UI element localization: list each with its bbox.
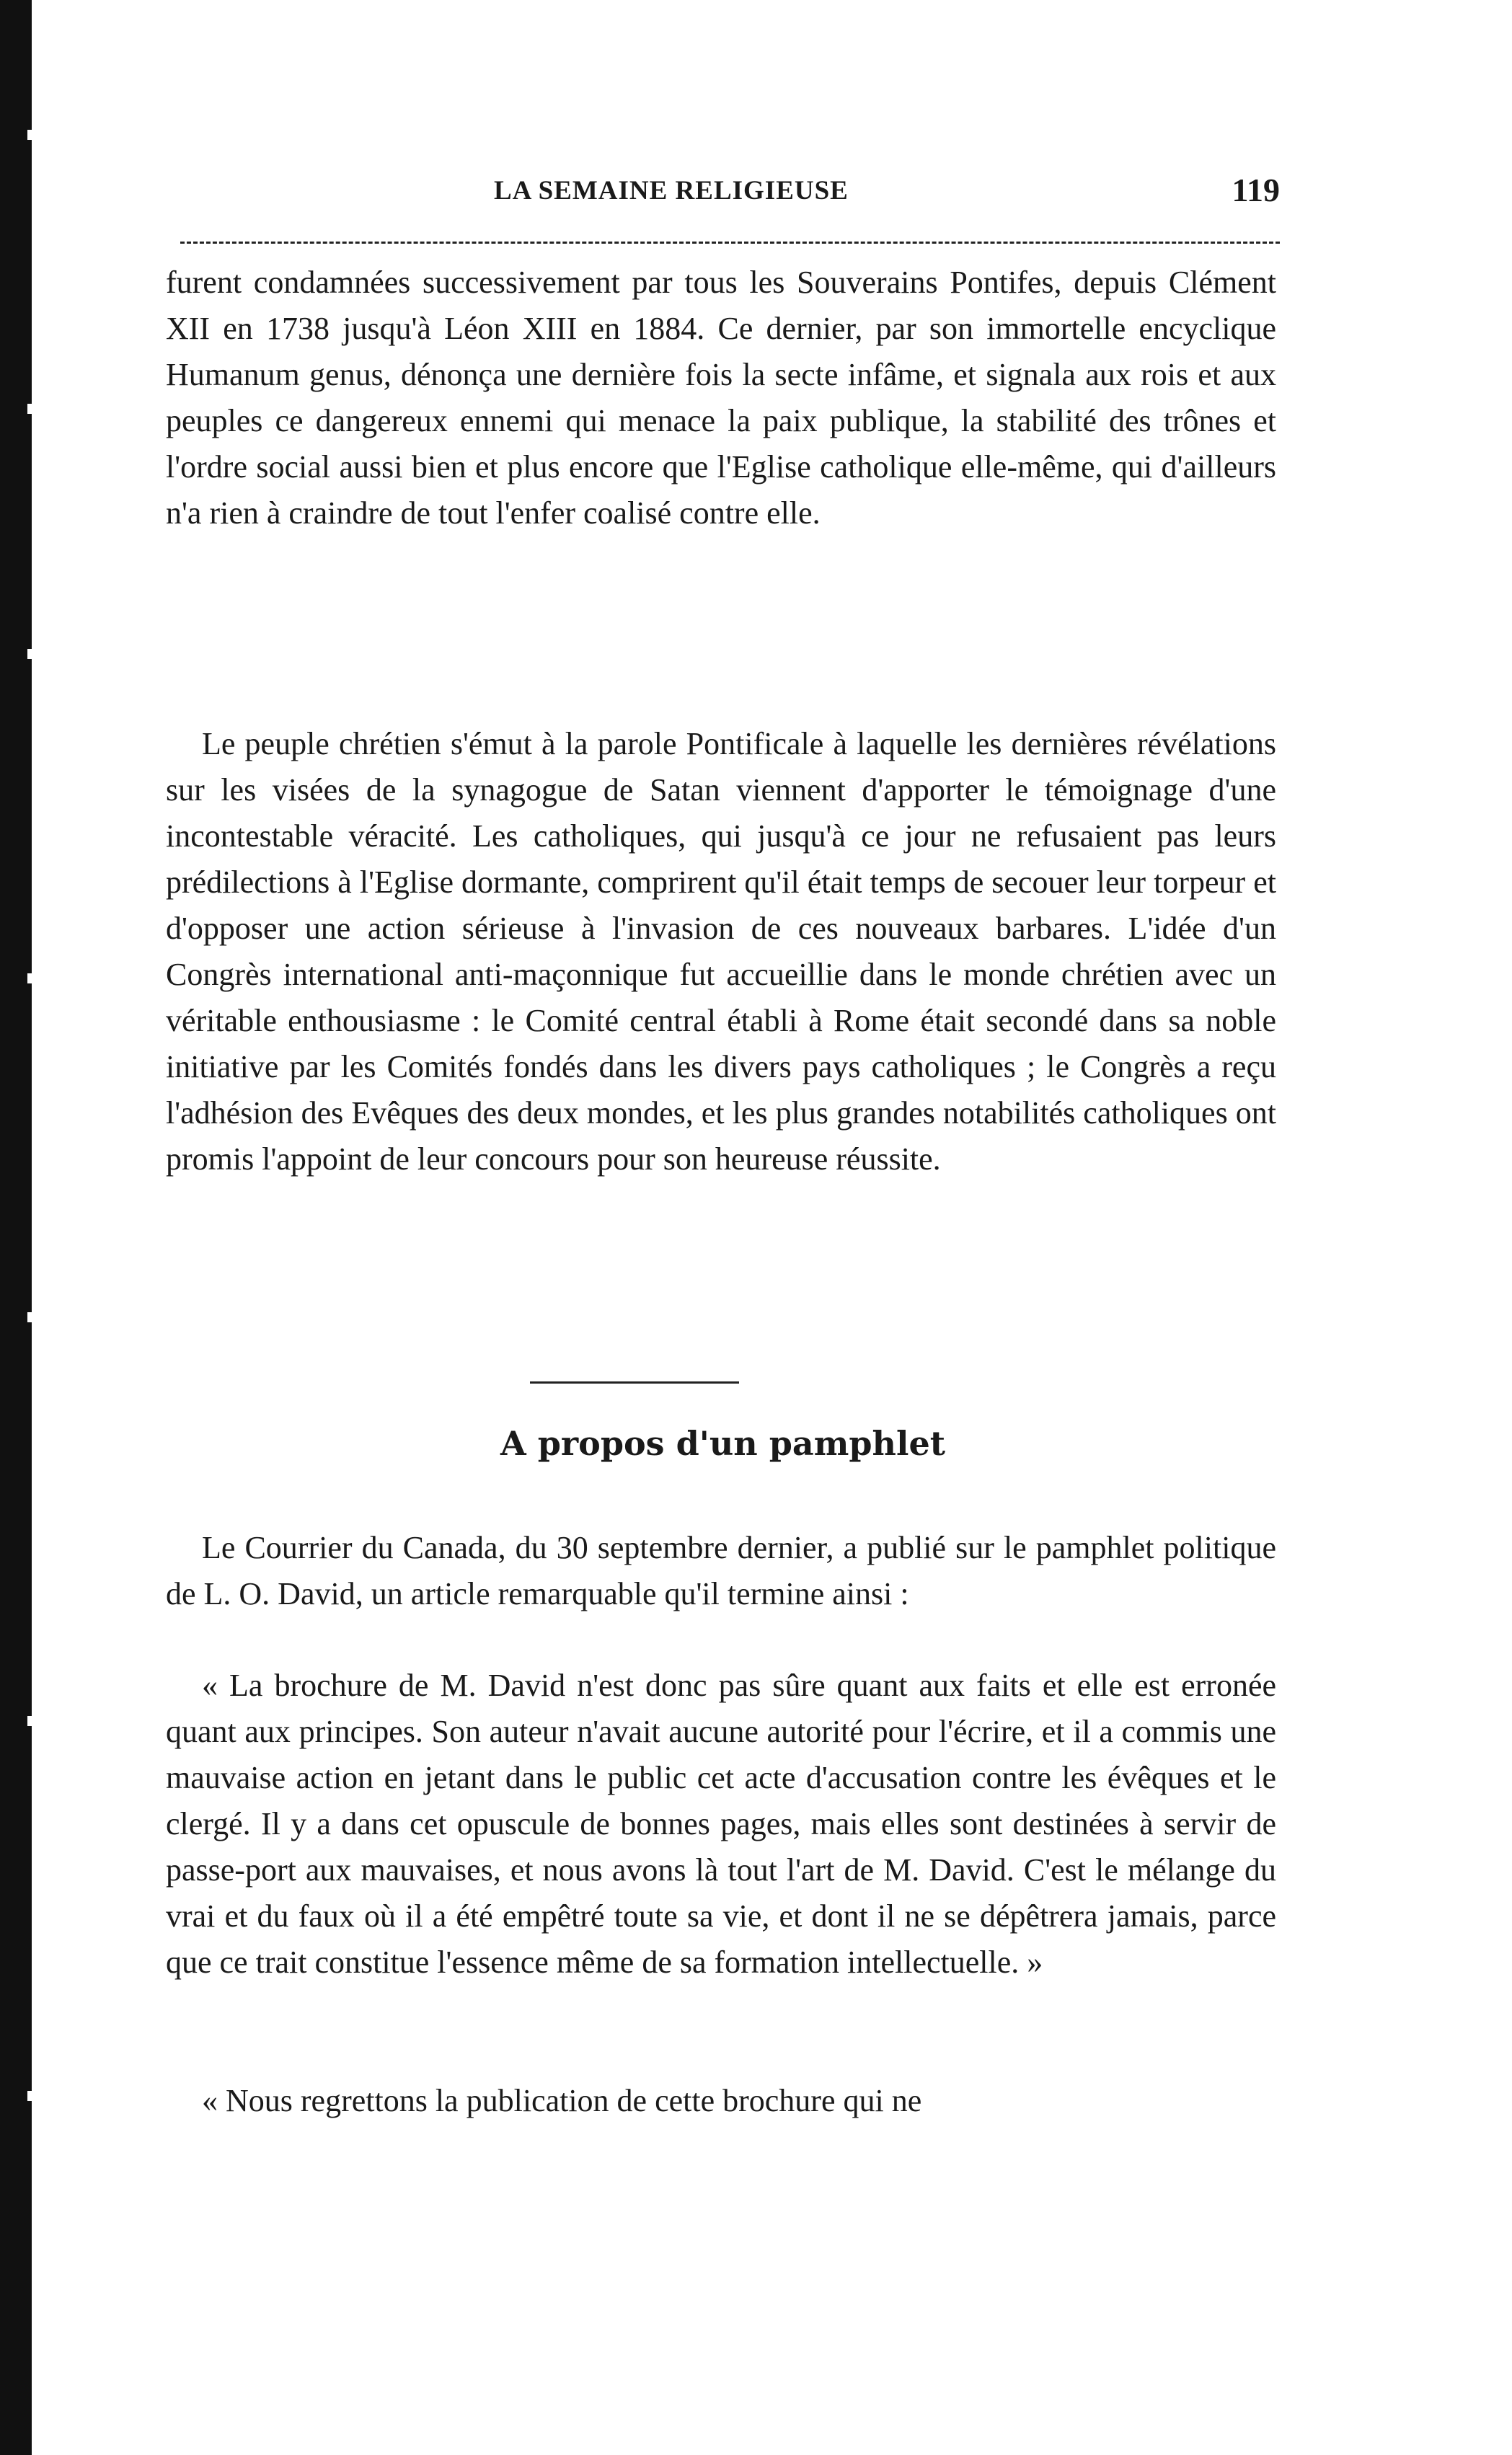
section-title: A propos d'un pamphlet xyxy=(500,1424,945,1463)
section-separator xyxy=(530,1381,739,1384)
binding-notch xyxy=(27,649,35,659)
binding-notch xyxy=(27,404,35,414)
binding-notch xyxy=(27,1312,35,1322)
paragraph-3-text: Le Courrier du Canada, du 30 septembre dernier, a publié sur le pamphlet politique de L. O. David, un article remarquable qu'il termine ainsi : xyxy=(166,1530,1276,1611)
binding-notch xyxy=(27,2091,35,2101)
running-head-title: LA SEMAINE RELIGIEUSE xyxy=(494,176,849,205)
paragraph-2 xyxy=(166,721,1276,1182)
paragraph-1: furent condamnées successivement par tous les Souverains Pontifes, depuis Clément XII en 1738 jusqu'à Léon XIII en 1884. Ce dernier, par son immortelle encyclique Humanum genus, dénonça une dernière fois la secte infâme, et signala aux rois et aux peuples ce dangereux ennemi qui menace la paix publique, la stabilité des trônes et l'ordre social aussi bien et plus encore que l'Eglise catholique elle-même, qui d'ailleurs n'a rien à craindre de tout l'enfer coalisé contre elle. xyxy=(166,265,1276,531)
binding-edge xyxy=(0,0,32,2455)
page-number: 119 xyxy=(1232,172,1280,208)
running-head xyxy=(166,172,1280,218)
header-rule xyxy=(180,242,1280,244)
binding-notch xyxy=(27,130,35,140)
paragraph-3 xyxy=(166,1525,1276,1617)
paragraph-4 xyxy=(166,1663,1276,1986)
paragraph-2-text: Le peuple chrétien s'émut à la parole Pontificale à laquelle les dernières révélations sur les visées de la synagogue de Satan viennent d'apporter le témoignage d'une incontestable véracité. Les catholiques, qui jusqu'à ce jour ne refusaient pas leurs prédilections à l'Eglise dormante, comprirent qu'il était temps de secouer leur torpeur et d'opposer une action sérieuse à l'invasion de ces nouveaux barbares. L'idée d'un Congrès international anti-maçonnique fut accueillie dans le monde chrétien avec un véritable enthousiasme : le Comité central établi à Rome était secondé dans sa noble initiative par les Comités fondés dans les divers pays catholiques ; le Congrès a reçu l'adhésion des Evêques des deux mondes, et les plus grandes notabilités catholiques ont promis l'appoint de leur concours pour son heureuse réussite. xyxy=(166,726,1276,1177)
binding-notch xyxy=(27,973,35,983)
paragraph-5-text: « Nous regrettons la publication de cette brochure qui ne xyxy=(202,2083,922,2118)
binding-notch xyxy=(27,1716,35,1726)
paragraph-4-text: « La brochure de M. David n'est donc pas sûre quant aux faits et elle est erronée quant aux principes. Son auteur n'avait aucune autorité pour l'écrire, et il a commis une mauvaise action en jetant dans le public cet acte d'accusation contre les évêques et le clergé. Il y a dans cet opuscule de bonnes pages, mais elles sont destinées à servir de passe-port aux mauvaises, et nous avons là tout l'art de M. David. C'est le mélange du vrai et du faux où il a été empêtré toute sa vie, et dont il ne se dépêtrera jamais, parce que ce trait constitue l'essence même de sa formation intellectuelle. » xyxy=(166,1668,1276,1980)
paragraph-5 xyxy=(166,2078,1276,2124)
